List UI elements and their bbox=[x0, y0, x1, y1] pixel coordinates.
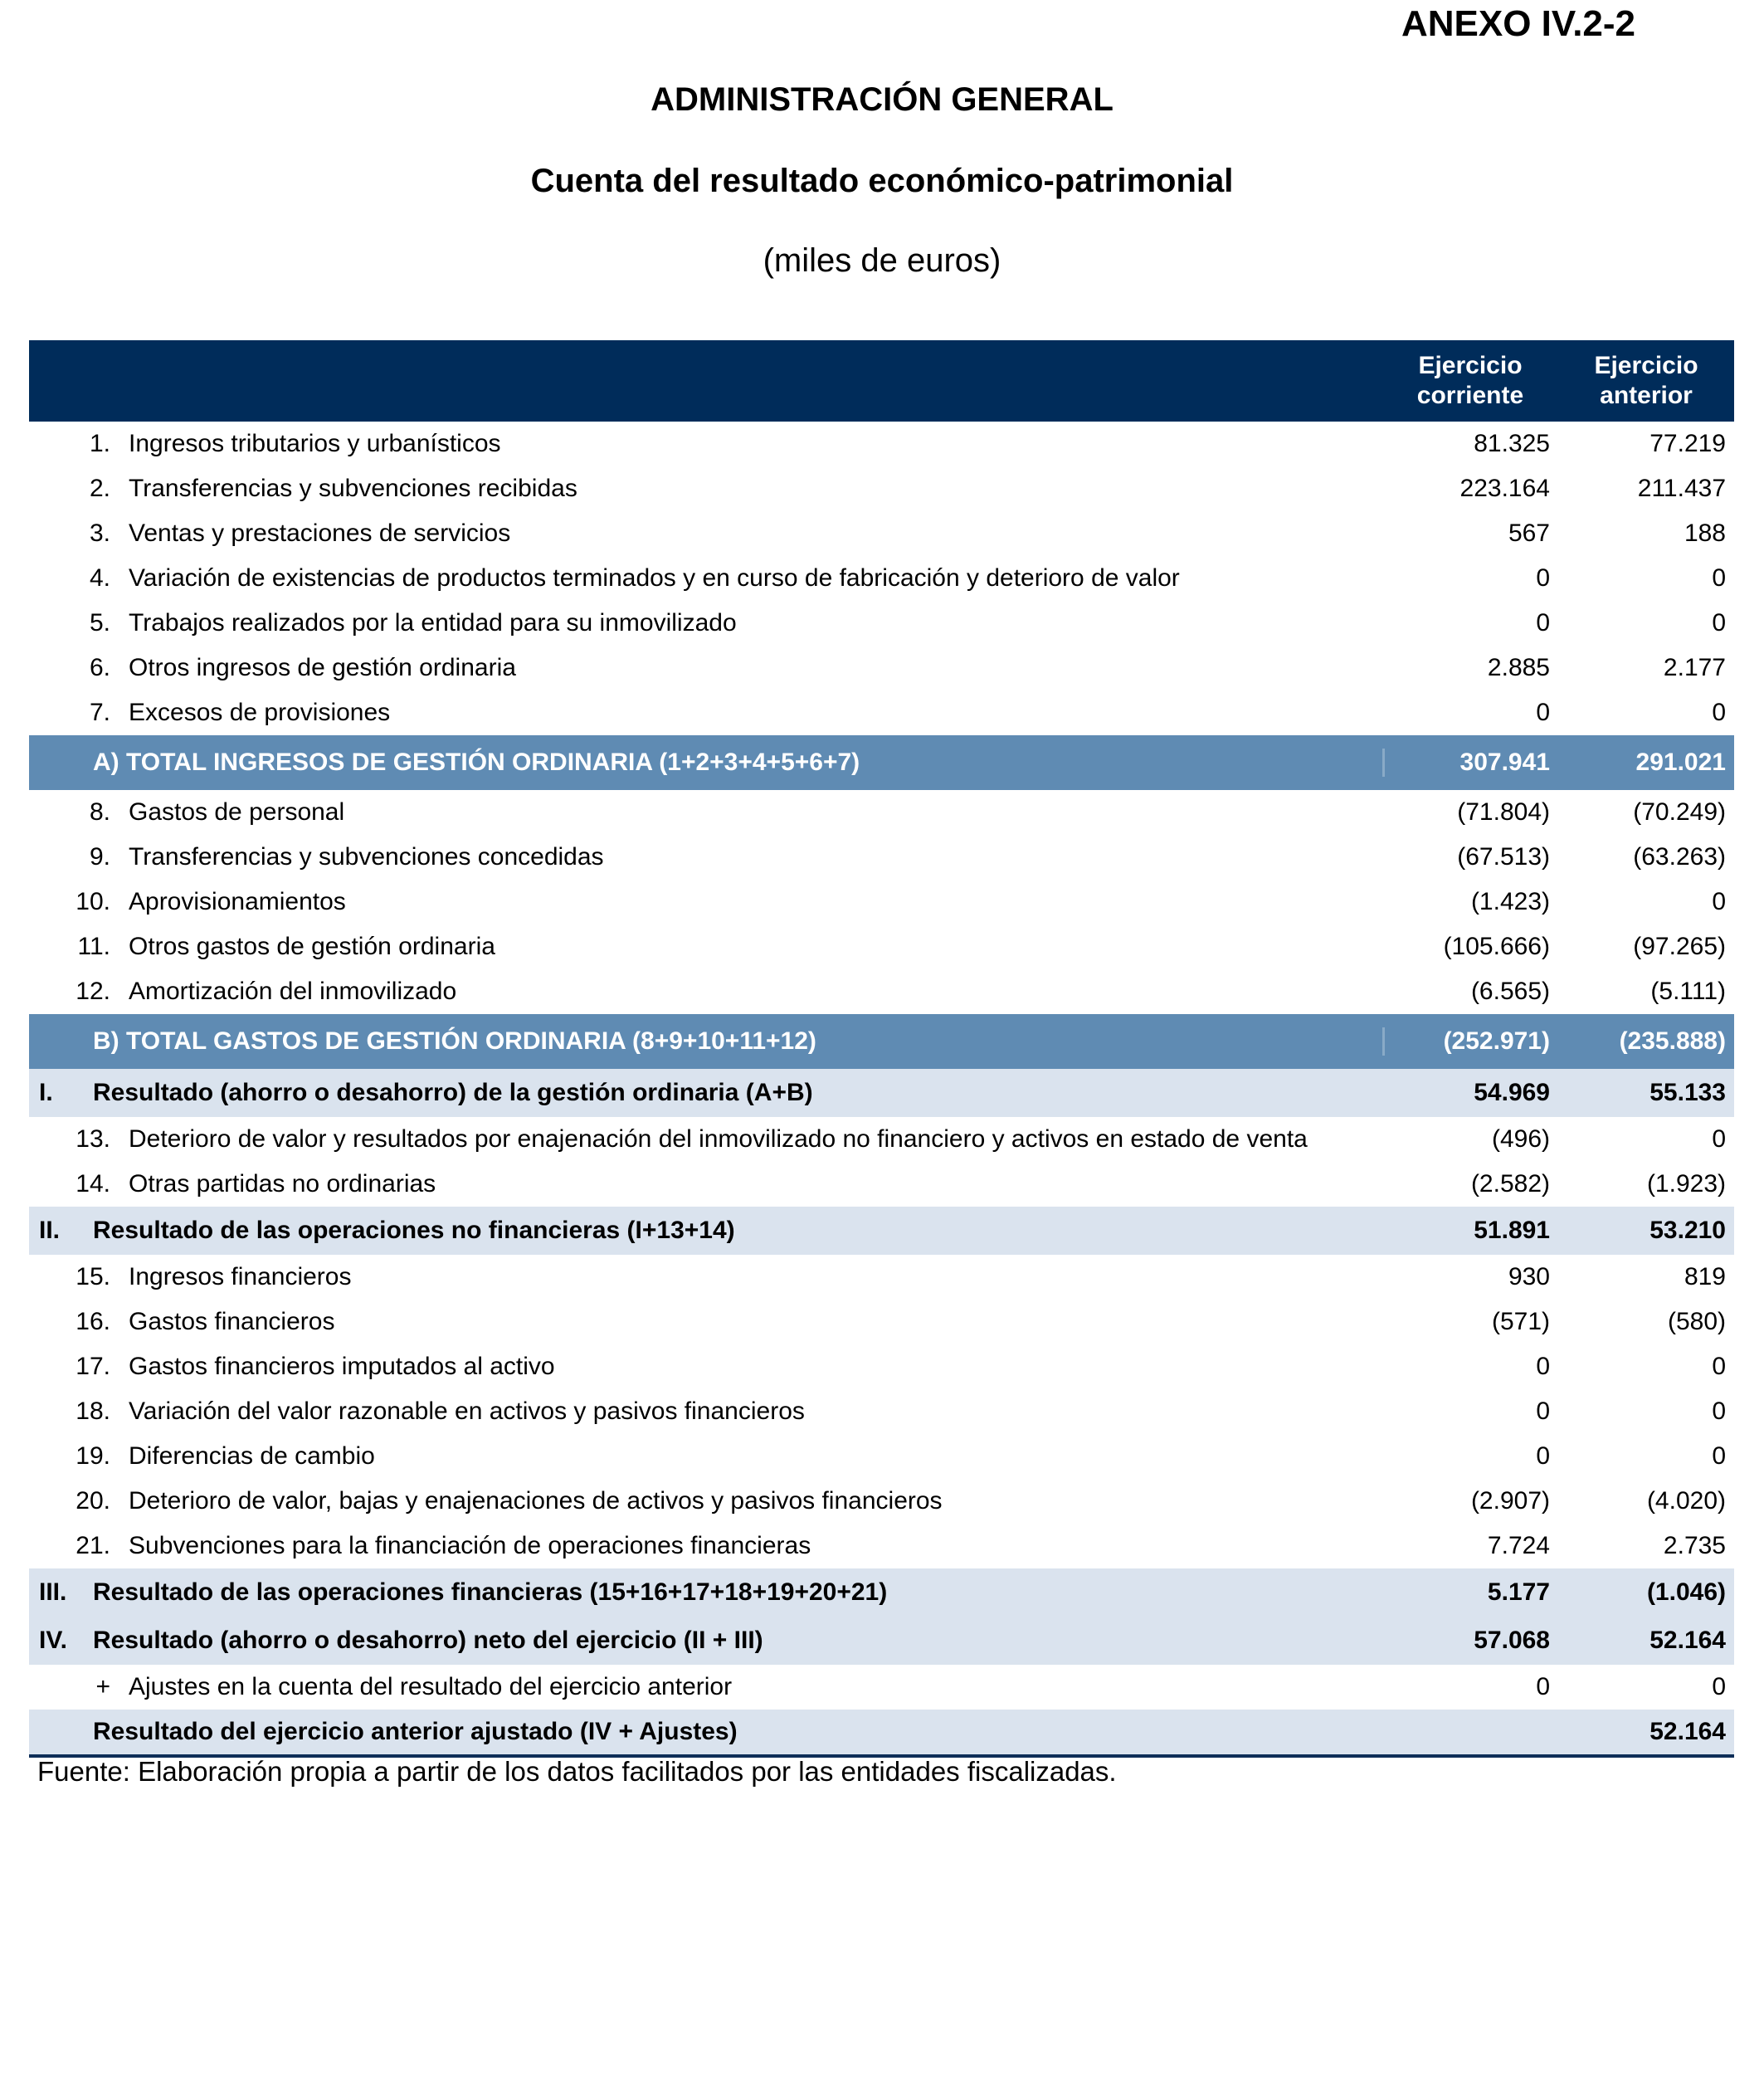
source-note: Fuente: Elaboración propia a partir de los datos facilitados por las entidades fiscalizadas. bbox=[37, 1756, 1117, 1787]
adjustment-row: + Ajustes en la cuenta del resultado del ejercicio anterior 0 0 bbox=[95, 1673, 1726, 1700]
adjusted-result-row: Resultado del ejercicio anterior ajustado (IV + Ajustes) 52.164 bbox=[29, 1710, 1734, 1754]
table-row: 9. Transferencias y subvenciones concedidas (67.513) (63.263) bbox=[89, 843, 1726, 871]
table-row: 11. Otros gastos de gestión ordinaria (105.666) (97.265) bbox=[77, 933, 1726, 960]
table-row: 6. Otros ingresos de gestión ordinaria 2.885 2.177 bbox=[89, 654, 1726, 681]
table-header bbox=[29, 340, 1734, 422]
table-row: 10. Aprovisionamientos (1.423) 0 bbox=[76, 888, 1726, 915]
table-row: 18. Variación del valor razonable en activos y pasivos financieros 0 0 bbox=[76, 1398, 1726, 1425]
total-row-income: A) TOTAL INGRESOS DE GESTIÓN ORDINARIA (1+2+3+4+5+6+7) 307.941 291.021 bbox=[29, 735, 1734, 790]
table-row: 12. Amortización del inmovilizado (6.565) (5.111) bbox=[76, 978, 1726, 1005]
header-previous-year: Ejercicio anterior bbox=[1594, 352, 1698, 409]
units-note: (miles de euros) bbox=[763, 242, 1001, 279]
result-row-i: I. Resultado (ahorro o desahorro) de la gestión ordinaria (A+B) 54.969 55.133 bbox=[29, 1069, 1734, 1117]
table-row: 7. Excesos de provisiones 0 0 bbox=[89, 699, 1726, 726]
result-row-ii: II. Resultado de las operaciones no financieras (I+13+14) 51.891 53.210 bbox=[29, 1207, 1734, 1255]
table-row: 1. Ingresos tributarios y urbanísticos 81.325 77.219 bbox=[89, 430, 1726, 457]
page-title: ADMINISTRACIÓN GENERAL bbox=[651, 81, 1113, 118]
table-row: 14. Otras partidas no ordinarias (2.582) (1.923) bbox=[76, 1170, 1726, 1198]
table-row: 3. Ventas y prestaciones de servicios 567 188 bbox=[89, 520, 1726, 547]
page-subtitle: Cuenta del resultado económico-patrimonial bbox=[530, 163, 1234, 199]
table-row: 21. Subvenciones para la financiación de operaciones financieras 7.724 2.735 bbox=[76, 1532, 1726, 1559]
result-row-iv: IV. Resultado (ahorro o desahorro) neto del ejercicio (II + III) 57.068 52.164 bbox=[29, 1617, 1734, 1665]
table-row: 4. Variación de existencias de productos terminados y en curso de fabricación y deterioro de valor 0 0 bbox=[89, 564, 1726, 592]
table-row: 20. Deterioro de valor, bajas y enajenaciones de activos y pasivos financieros (2.907) (4.020) bbox=[76, 1487, 1726, 1515]
result-account-table bbox=[29, 340, 1734, 1758]
table-row: 19. Diferencias de cambio 0 0 bbox=[76, 1442, 1726, 1470]
result-row-iii: III. Resultado de las operaciones financieras (15+16+17+18+19+20+21) 5.177 (1.046) bbox=[29, 1568, 1734, 1617]
table-row: 8. Gastos de personal (71.804) (70.249) bbox=[89, 798, 1726, 826]
table-row: 17. Gastos financieros imputados al activo 0 0 bbox=[76, 1353, 1726, 1380]
total-row-expenses: B) TOTAL GASTOS DE GESTIÓN ORDINARIA (8+9+10+11+12) (252.971) (235.888) bbox=[29, 1014, 1734, 1069]
annex-label: ANEXO IV.2-2 bbox=[1401, 3, 1636, 44]
table-row: 13. Deterioro de valor y resultados por enajenación del inmovilizado no financiero y activos en estado de venta (496) 0 bbox=[76, 1125, 1726, 1153]
header-current-year: Ejercicio corriente bbox=[1416, 352, 1524, 409]
table-row: 15. Ingresos financieros 930 819 bbox=[76, 1263, 1726, 1290]
table-row: 2. Transferencias y subvenciones recibidas 223.164 211.437 bbox=[89, 475, 1726, 502]
table-row: 16. Gastos financieros (571) (580) bbox=[76, 1308, 1726, 1335]
table-row: 5. Trabajos realizados por la entidad para su inmovilizado 0 0 bbox=[89, 609, 1726, 637]
